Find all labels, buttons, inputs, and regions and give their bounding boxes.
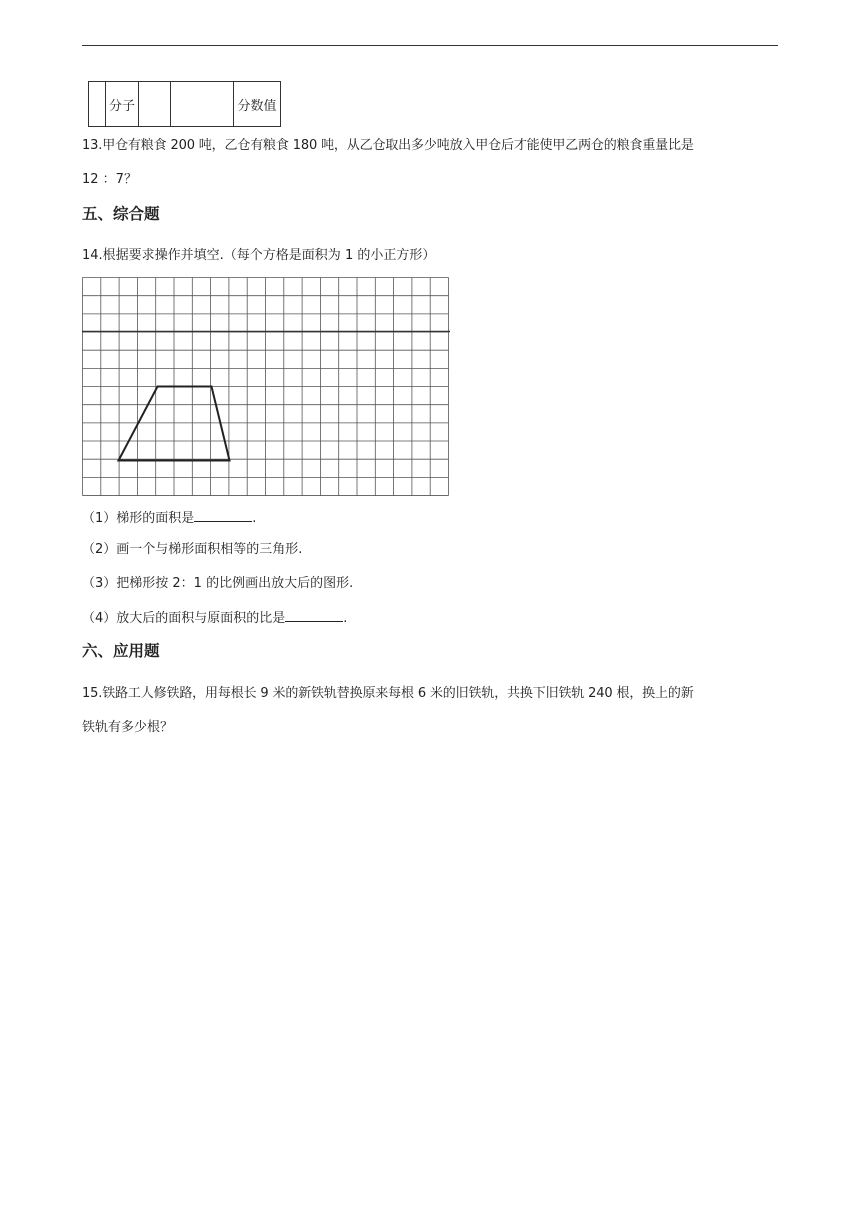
q14-sub4-label: （4）放大后的面积与原面积的比是 [82, 611, 286, 626]
fraction-table [88, 81, 281, 127]
table-cell: 分子 [106, 82, 139, 127]
q14-sub1-end: . [252, 511, 257, 526]
table-cell [89, 82, 106, 127]
q15-text-line2: 铁轨有多少根？ [82, 720, 174, 735]
answer-blank-area[interactable] [194, 507, 252, 522]
section-5-heading: 五、综合题 [82, 205, 160, 223]
q14-sub4-end: . [343, 611, 348, 626]
table-cell [171, 82, 234, 127]
grid-lines [83, 278, 449, 496]
answer-blank-ratio[interactable] [285, 607, 343, 622]
q13-text-line1: 13.甲仓有粮食 200 吨，乙仓有粮食 180 吨，从乙仓取出多少吨放入甲仓后才能使甲乙两仓的粮食重量比是 [82, 138, 694, 153]
q14-sub2: （2）画一个与梯形面积相等的三角形. [82, 542, 303, 557]
square-grid [82, 277, 452, 497]
q14-sub4 [82, 607, 347, 629]
table-cell: 分数值 [234, 82, 281, 127]
q14-prompt: 14.根据要求操作并填空.（每个方格是面积为 1 的小正方形） [82, 248, 436, 263]
table-row [89, 82, 281, 127]
q14-sub1 [82, 507, 256, 529]
q13-text-line2: 12 ：7？ [82, 172, 137, 187]
q14-sub3: （3）把梯形按 2：1 的比例画出放大后的图形. [82, 576, 354, 591]
header-rule [82, 45, 778, 46]
q15-text-line1: 15.铁路工人修铁路，用每根长 9 米的新铁轨替换原来每根 6 米的旧铁轨，共换下旧铁轨 240 根，换上的新 [82, 686, 694, 701]
q14-sub1-label: （1）梯形的面积是 [82, 511, 195, 526]
section-6-heading: 六、应用题 [82, 642, 160, 660]
table-cell [139, 82, 171, 127]
